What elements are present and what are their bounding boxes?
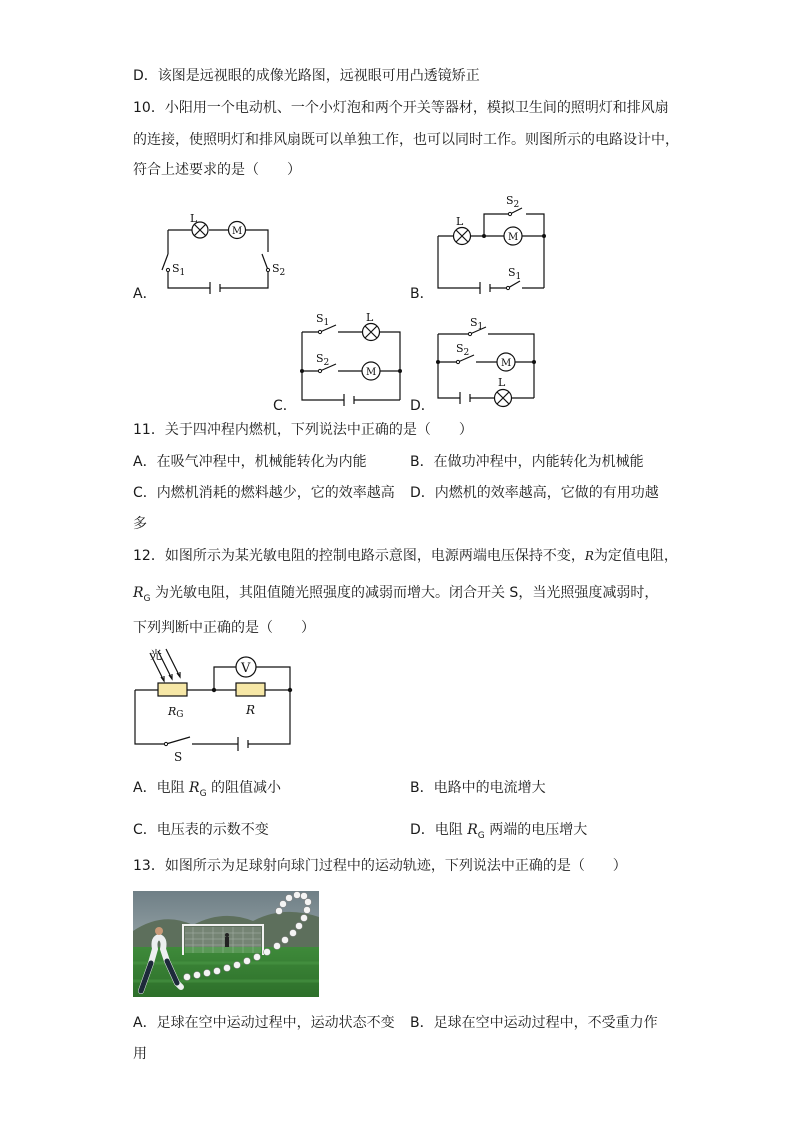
q12-option-a: A．电阻 $R_G$ 的阻值减小 (133, 780, 282, 799)
svg-text:S1: $S_1$ (470, 316, 484, 332)
circuit-diagram-c (292, 310, 412, 410)
svg-text:L: L (498, 376, 506, 389)
q12-stem-line2: $R_G$ 为光敏电阻，其阻值随光照强度的减弱而增大。闭合开关 S，当光照强度减弱时， (133, 585, 659, 604)
q10-option-d-label: D． (410, 398, 435, 414)
voltmeter-label: V (241, 661, 251, 676)
svg-text:M: M (366, 367, 377, 378)
circuit-diagram-d (430, 312, 550, 412)
q10-stem-line1: 10．小阳用一个电动机、一个小灯泡和两个开关等器材，模拟卫生间的照明灯和排风扇 (133, 100, 669, 116)
svg-text:S2: $S_2$ (456, 342, 470, 358)
q10-stem-line2: 的连接，使照明灯和排风扇既可以单独工作，也可以同时工作。则图所示的电路设计中， (133, 132, 679, 148)
svg-text:M: M (508, 232, 519, 243)
rg-label: RG (168, 705, 184, 720)
q11-option-c: C．内燃机消耗的燃料越少，它的效率越高 (133, 485, 395, 501)
q12-stem-line1: 12．如图所示为某光敏电阻的控制电路示意图，电源两端电压保持不变，R为定值电阻， (133, 548, 678, 564)
q12-stem-line3: 下列判断中正确的是（ ） (133, 620, 315, 636)
q10-stem-line3: 符合上述要求的是（ ） (133, 162, 301, 178)
q13-option-b-continued: 用 (133, 1046, 147, 1062)
svg-text:S2: $S_2$ (316, 352, 330, 368)
switch2-label: $S_2$ (272, 262, 286, 278)
svg-text:S2: $S_2$ (506, 194, 520, 210)
football-trajectory-photo (133, 891, 319, 997)
motor-label: M (232, 226, 243, 237)
q11-option-b: B．在做功冲程中，内能转化为机械能 (410, 454, 644, 470)
q13-stem: 13．如图所示为足球射向球门过程中的运动轨迹，下列说法中正确的是（ ） (133, 858, 627, 874)
q11-option-a: A．在吸气冲程中，机械能转化为内能 (133, 454, 367, 470)
circuit-diagram-a (150, 208, 290, 298)
light-label: 光 (150, 648, 163, 662)
circuit-diagram-b (430, 190, 555, 296)
q10-option-a-label: A． (133, 286, 157, 302)
r-label: R (246, 703, 256, 717)
q11-option-d: D．内燃机的效率越高，它做的有用功越 (410, 485, 659, 501)
q10-option-b-label: B． (410, 286, 434, 302)
lamp-label: L (190, 212, 198, 225)
svg-text:L: L (366, 311, 374, 324)
q12-option-b: B．电路中的电流增大 (410, 780, 546, 796)
svg-text:L: L (456, 215, 464, 228)
q11-option-d-continued: 多 (133, 516, 147, 532)
q11-stem: 11．关于四冲程内燃机，下列说法中正确的是（ ） (133, 422, 473, 438)
switch1-label: $S_1$ (172, 262, 186, 278)
switch-s-label: S (174, 750, 183, 764)
photoresistor-circuit-diagram (128, 645, 298, 765)
q12-option-d: D．电阻 $R_G$ 两端的电压增大 (410, 822, 588, 841)
svg-text:S1: $S_1$ (508, 266, 522, 282)
q10-option-c-label: C． (273, 398, 297, 414)
svg-text:S1: $S_1$ (316, 312, 330, 328)
q13-option-b: B．足球在空中运动过程中，不受重力作 (410, 1015, 658, 1031)
q12-option-c: C．电压表的示数不变 (133, 822, 269, 838)
q9-option-d: D．该图是远视眼的成像光路图，远视眼可用凸透镜矫正 (133, 68, 480, 84)
svg-text:M: M (501, 358, 512, 369)
q13-option-a: A．足球在空中运动过程中，运动状态不变 (133, 1015, 395, 1031)
